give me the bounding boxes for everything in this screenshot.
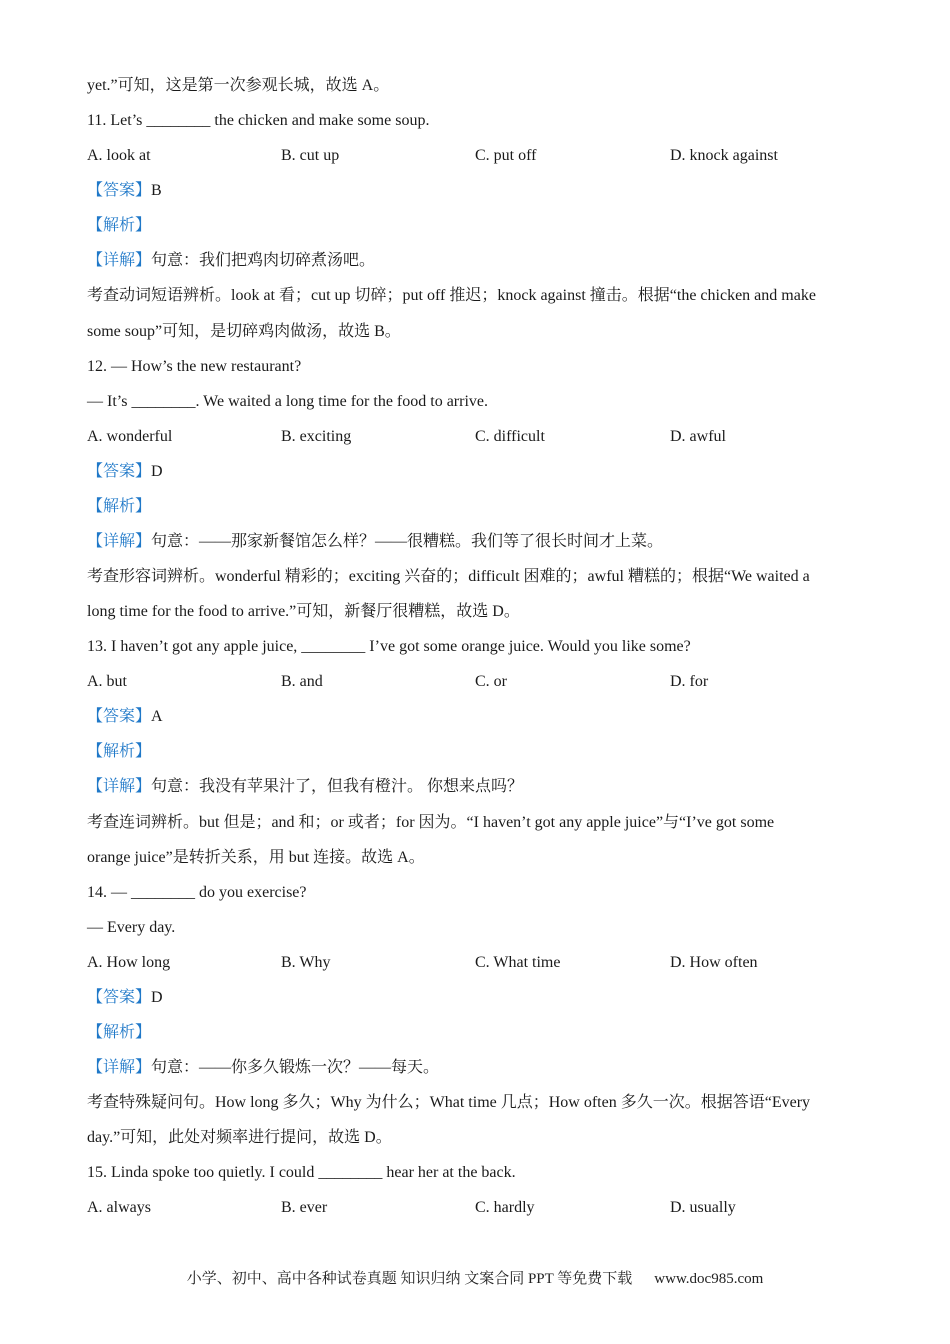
analysis-line-tag: 【解析】 (87, 497, 152, 515)
answer-line-tag: 【答案】 (87, 708, 152, 726)
analysis-line-tag: 【解析】 (87, 1023, 152, 1041)
detail-line-value: 句意：——你多久锻炼一次？——每天。 (151, 1059, 440, 1076)
detail-line-tag: 【详解】 (87, 532, 152, 550)
option-d: D. How often (670, 953, 758, 971)
question-stem: 12. — How’s the new restaurant? (87, 357, 302, 375)
option-b: B. ever (281, 1199, 328, 1217)
option-a: A. wonderful (87, 427, 173, 445)
detail-line (87, 1058, 439, 1078)
answer-line (87, 181, 162, 201)
option-c: C. put off (475, 147, 537, 165)
question-stem: 14. — ________ do you exercise? (87, 883, 307, 901)
explanation-line: orange juice”是转折关系，用 but 连接。故选 A。 (87, 848, 425, 866)
explanation-line: long time for the food to arrive.”可知，新餐厅很糟糕，故选 D。 (87, 603, 520, 620)
question-stem: — Every day. (87, 918, 176, 936)
analysis-line (87, 216, 151, 236)
option-a: A. but (87, 673, 127, 691)
detail-line-value: 句意：我们把鸡肉切碎煮汤吧。 (151, 252, 376, 270)
option-c: C. What time (475, 953, 561, 971)
footer-url[interactable]: www.doc985.com (654, 1271, 764, 1287)
detail-line-value: 句意：我没有苹果汁了，但我有橙汁。 你想来点吗？ (151, 778, 524, 796)
analysis-line (87, 1023, 151, 1043)
answer-line-value: A (151, 708, 163, 726)
answer-line (87, 462, 163, 482)
explanation-line: 考查连词辨析。but 但是；and 和；or 或者；for 因为。“I haven’t got any apple juice”与“I’ve got some (87, 813, 775, 831)
analysis-line-tag: 【解析】 (87, 217, 152, 235)
detail-line-tag: 【详解】 (87, 778, 152, 796)
answer-line-tag: 【答案】 (87, 462, 152, 480)
page-footer (0, 1269, 950, 1289)
option-b: B. Why (281, 953, 331, 971)
footer-text: 小学、初中、高中各种试卷真题 知识归纳 文案合同 PPT 等免费下载 (186, 1271, 633, 1287)
question-stem: 11. Let’s ________ the chicken and make some soup. (87, 112, 430, 130)
explanation-line: day.”可知，此处对频率进行提问，故选 D。 (87, 1129, 392, 1147)
answer-line-value: D (151, 988, 163, 1006)
question-stem: — It’s ________. We waited a long time for the food to arrive. (87, 392, 488, 410)
detail-line (87, 532, 663, 552)
option-c: C. hardly (475, 1199, 535, 1217)
detail-line (87, 777, 523, 797)
question-stem: 15. Linda spoke too quietly. I could ________ hear her at the back. (87, 1164, 516, 1182)
answer-line (87, 707, 163, 727)
option-d: D. usually (670, 1199, 736, 1217)
option-a: A. look at (87, 147, 151, 165)
detail-line (87, 251, 375, 271)
detail-line-tag: 【详解】 (87, 252, 152, 270)
analysis-line-tag: 【解析】 (87, 743, 152, 761)
answer-line (87, 988, 163, 1008)
explanation-line: 考查形容词辨析。wonderful 精彩的；exciting 兴奋的；difficult 困难的；awful 糟糕的；根据“We waited a (87, 568, 810, 585)
analysis-line (87, 497, 151, 517)
answer-line-value: D (151, 462, 163, 480)
explanation-line: some soup”可知，是切碎鸡肉做汤，故选 B。 (87, 322, 401, 340)
explanation-line: 考查动词短语辨析。look at 看；cut up 切碎；put off 推迟；knock against 撞击。根据“the chicken and make (87, 287, 816, 305)
option-a: A. always (87, 1199, 151, 1217)
explanation-line: 考查特殊疑问句。How long 多久；Why 为什么；What time 几点；How often 多久一次。根据答语“Every (87, 1094, 811, 1111)
detail-line-tag: 【详解】 (87, 1059, 152, 1076)
option-d: D. awful (670, 427, 726, 445)
option-a: A. How long (87, 953, 171, 971)
option-d: D. for (670, 673, 709, 691)
option-b: B. and (281, 673, 323, 691)
option-c: C. difficult (475, 427, 545, 445)
intro-line: yet.”可知，这是第一次参观长城，故选 A。 (87, 77, 390, 94)
question-stem: 13. I haven’t got any apple juice, ________ I’ve got some orange juice. Would you like some? (87, 638, 691, 656)
option-b: B. exciting (281, 427, 352, 445)
answer-line-value: B (151, 182, 162, 200)
answer-line-tag: 【答案】 (87, 988, 152, 1006)
answer-line-tag: 【答案】 (87, 182, 152, 200)
analysis-line (87, 742, 151, 762)
detail-line-value: 句意：——那家新餐馆怎么样？——很糟糕。我们等了很长时间才上菜。 (151, 532, 664, 550)
option-b: B. cut up (281, 147, 340, 165)
option-c: C. or (475, 673, 507, 691)
option-d: D. knock against (670, 147, 778, 165)
